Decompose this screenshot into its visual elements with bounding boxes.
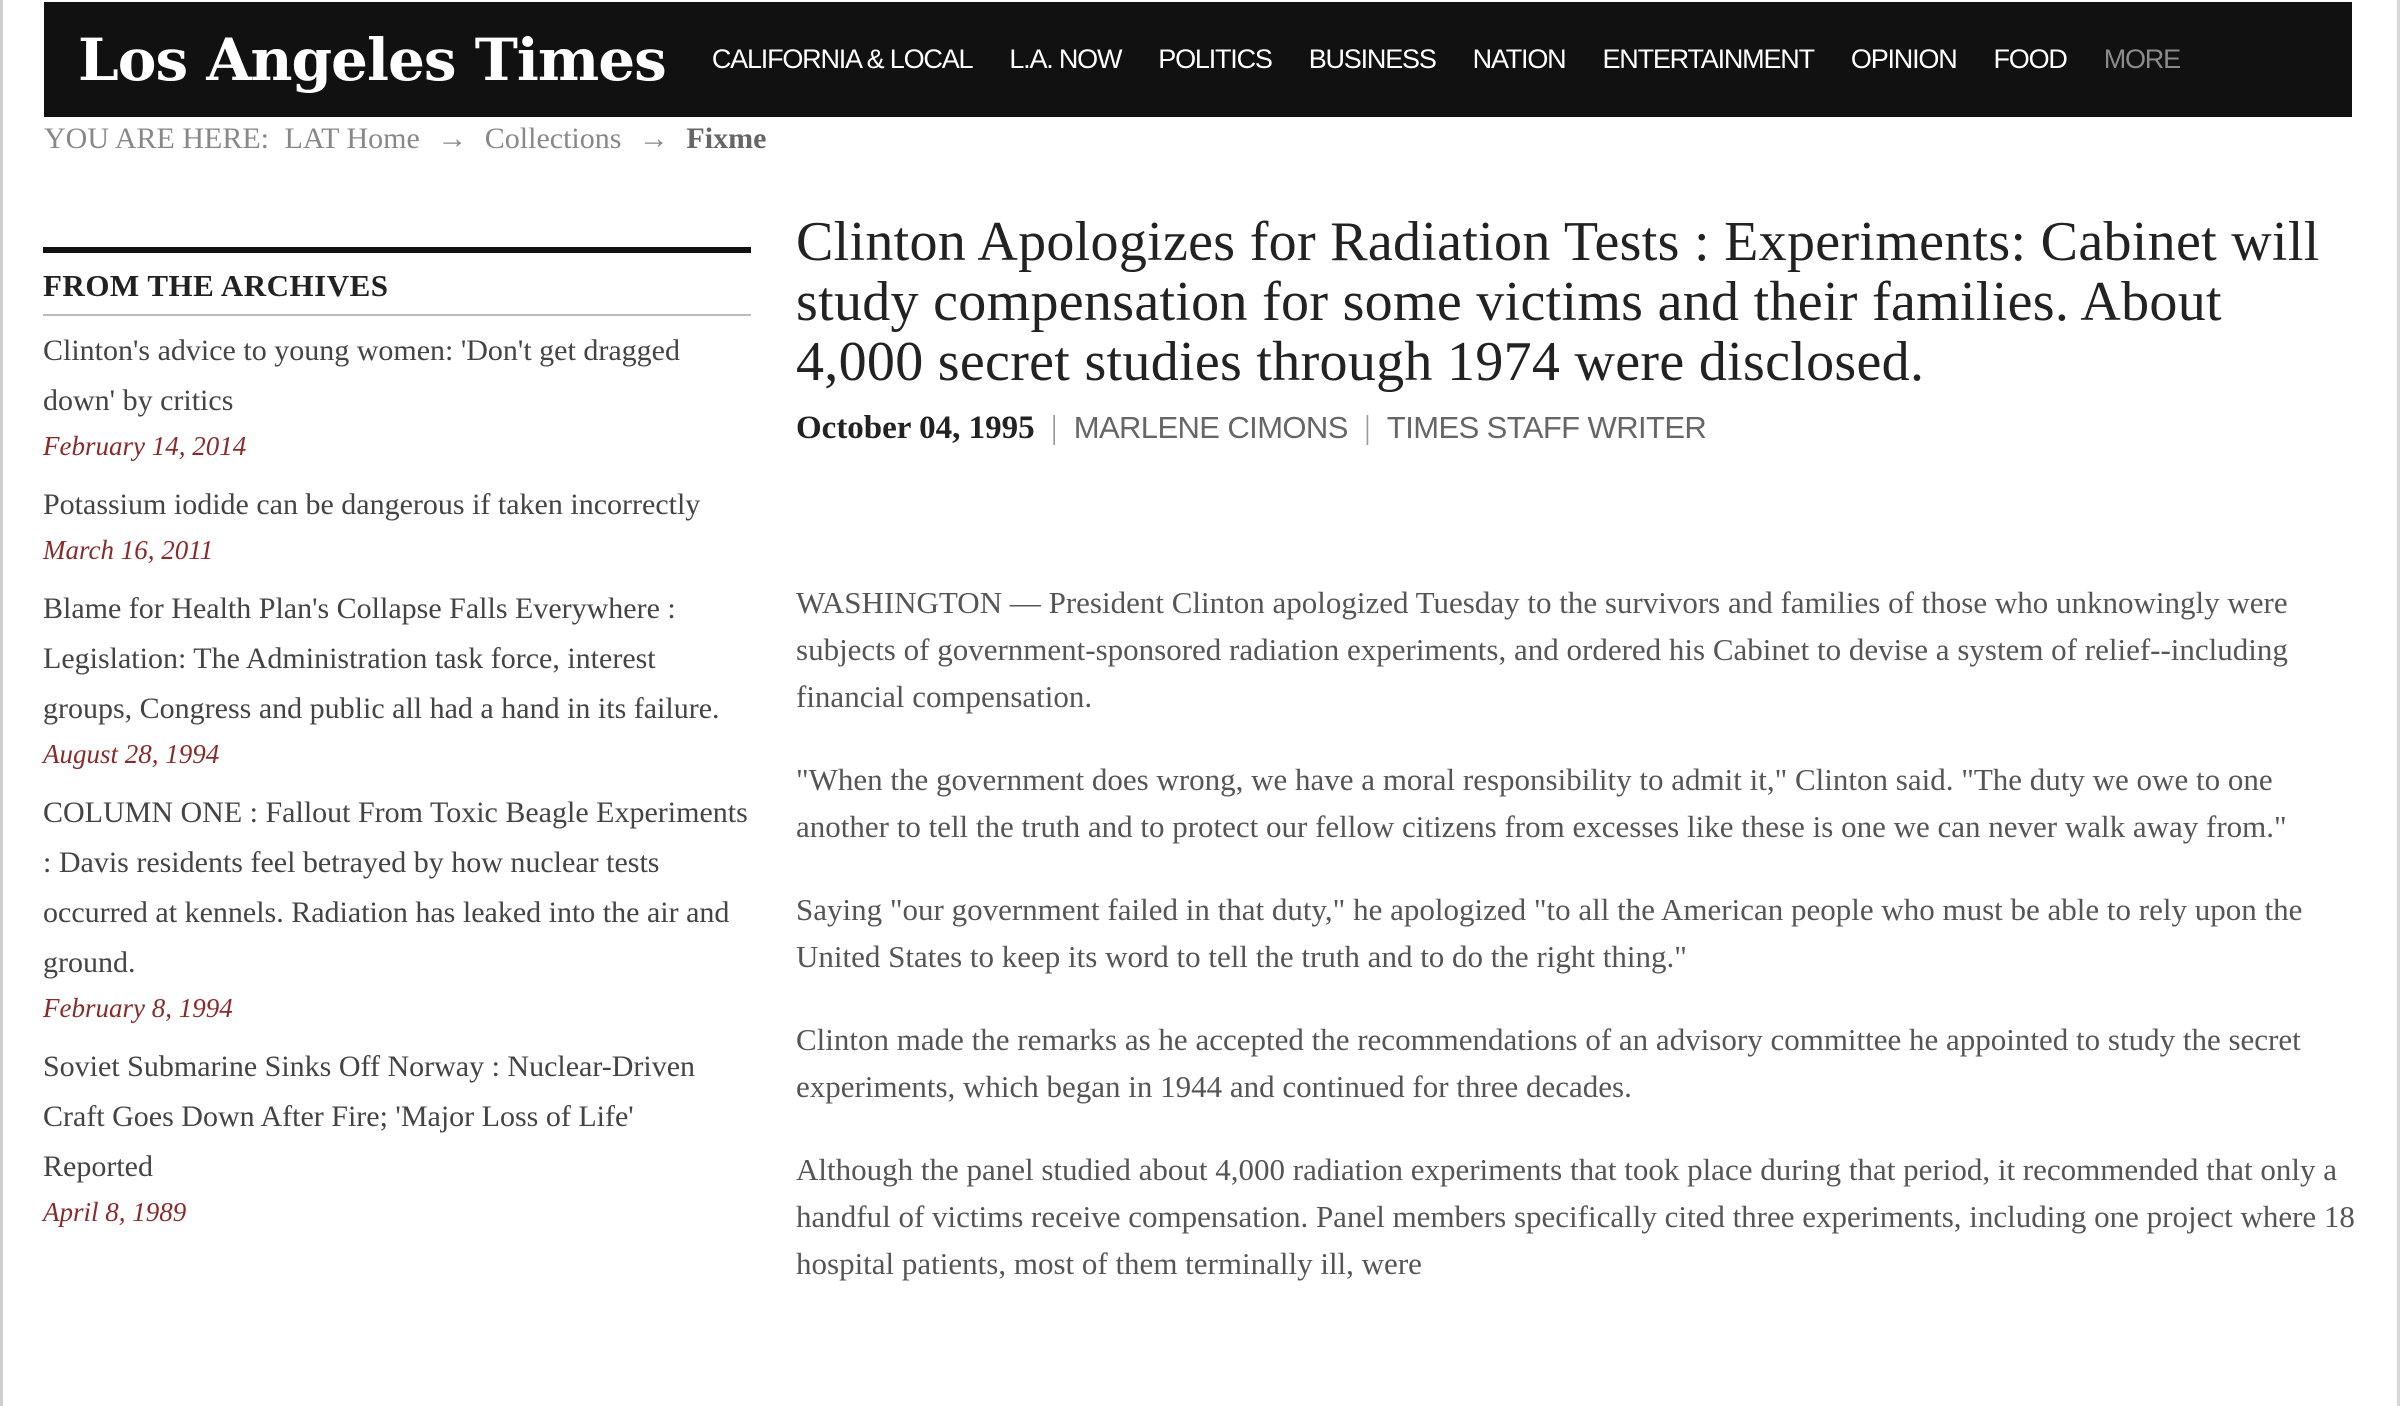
nav-item-california-local[interactable]: CALIFORNIA & LOCAL [711,44,973,74]
nav-item-food[interactable]: FOOD [1993,44,2067,74]
breadcrumb-arrow-icon: → [437,122,468,155]
byline-separator: | [1050,410,1058,446]
nav-item-entertainment[interactable]: ENTERTAINMENT [1602,44,1814,74]
nav-item-nation[interactable]: NATION [1472,44,1566,74]
archive-date: March 16, 2011 [43,535,214,565]
breadcrumb-current: Fixme [686,122,767,155]
archive-item [43,1042,751,1232]
archive-item [43,788,751,1028]
article-paragraph: WASHINGTON — President Clinton apologized Tuesday to the survivors and families of those who unknowingly were subjects of government-sponsored radiation experiments, and ordered his Cabinet to devise a system of relief--including financial compensation. [796,585,2288,714]
breadcrumb-arrow-icon: → [638,122,669,155]
article-author-role: TIMES STAFF WRITER [1386,410,1707,445]
sidebar-heading: FROM THE ARCHIVES [43,253,751,316]
archive-item [43,326,751,466]
breadcrumb-label: YOU ARE HERE: [44,122,269,155]
archive-link[interactable]: Potassium iodide can be dangerous if taken incorrectly [43,488,701,521]
nav-item-la-now[interactable]: L.A. NOW [1009,44,1122,74]
nav-item-business[interactable]: BUSINESS [1308,44,1436,74]
archives-sidebar [43,247,751,1246]
article-date: October 04, 1995 [796,410,1035,446]
page-edge-left [0,0,3,1406]
article-paragraph: Although the panel studied about 4,000 radiation experiments that took place during that period, it recommended that only a handful of victims receive compensation. Panel members specifically cited three experiments, including one project where 18 hospital patients, most of them terminally ill, were [796,1152,2355,1281]
archive-link[interactable]: Soviet Submarine Sinks Off Norway : Nuclear-Driven Craft Goes Down After Fire; 'Major Loss of Life' Reported [43,1050,696,1183]
archive-list [43,326,751,1232]
nav-item-politics[interactable]: POLITICS [1158,44,1272,74]
archive-date: February 8, 1994 [43,993,233,1023]
article-byline [796,410,2356,447]
archive-date: April 8, 1989 [43,1197,187,1227]
article-paragraph: Clinton made the remarks as he accepted the recommendations of an advisory committee he appointed to study the secret experiments, which began in 1944 and continued for three decades. [796,1022,2301,1104]
site-logo[interactable]: Los Angeles Times [78,25,666,94]
archive-item [43,480,751,570]
article-paragraph: "When the government does wrong, we have a moral responsibility to admit it," Clinton said. "The duty we owe to one another to tell the truth and to protect our fellow citizens from excesses like these is one we can never walk away from." [796,762,2287,844]
main-nav [712,44,2180,75]
breadcrumb [44,122,766,156]
article [796,212,2356,1323]
article-author[interactable]: MARLENE CIMONS [1073,410,1348,445]
article-headline: Clinton Apologizes for Radiation Tests : Experiments: Cabinet will study compensation for some victims and their families. About 4,000 secret studies through 1974 were disclosed. [796,211,2320,393]
breadcrumb-collections[interactable]: Collections [484,122,622,155]
archive-link[interactable]: Blame for Health Plan's Collapse Falls Everywhere : Legislation: The Administration task force, interest groups, Congress and public all had a hand in its failure. [43,592,720,725]
masthead [44,2,2352,117]
breadcrumb-lat-home[interactable]: LAT Home [284,122,420,155]
nav-item-more[interactable]: MORE [2103,44,2180,74]
archive-item [43,584,751,774]
article-paragraph: Saying "our government failed in that duty," he apologized "to all the American people who must be able to rely upon the United States to keep its word to tell the truth and to do the right thing." [796,892,2303,974]
nav-item-opinion[interactable]: OPINION [1850,44,1957,74]
archive-date: February 14, 2014 [43,431,247,461]
archive-date: August 28, 1994 [43,739,220,769]
byline-separator: | [1364,410,1371,446]
archive-link[interactable]: Clinton's advice to young women: 'Don't get dragged down' by critics [43,334,680,417]
archive-link[interactable]: COLUMN ONE : Fallout From Toxic Beagle Experiments : Davis residents feel betrayed by how nuclear tests occurred at kennels. Radiation has leaked into the air and ground. [43,796,748,979]
article-body [796,579,2356,1287]
